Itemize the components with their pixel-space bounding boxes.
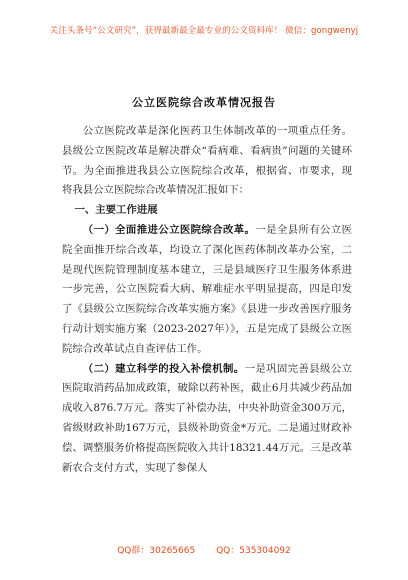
item-heading-1: （一）全面推进公立医院综合改革。 xyxy=(82,223,256,236)
document-title: 公立医院综合改革情况报告 xyxy=(132,96,276,109)
document-body xyxy=(62,122,352,478)
contact-footer xyxy=(0,543,408,556)
item-text-2: 一是巩固完善县级公立医院取消药品加成政策，破除以药补医，截止6月共减少药品加成收入876.7万元。落实了补偿办法，中央补助资金300万元，省级财政补助167万元，县级补助资金*万元。二是通过财政补偿、调整服务价格提高医院收入共计18321.44万元。三是改革新农合支付方式，实现了参保人 xyxy=(62,362,353,474)
item-heading-2: （二）建立科学的投入补偿机制。 xyxy=(82,362,245,375)
item-paragraph-1 xyxy=(62,221,352,360)
qq-number: QQ：535304092 xyxy=(216,546,291,556)
promo-banner: 关注头条号“公文研究”，获得最新最全最专业的公文资料库！ 微信：gongwenyj xyxy=(49,26,359,36)
intro-paragraph: 公立医院改革是深化医药卫生体制改革的一项重点任务。县级公立医院改革是解决群众“看病难、看病贵”问题的关键环节。为全面推进我县公立医院综合改革，根据省、市要求，现将我县公立医院综合改革情况汇报如下： xyxy=(62,125,352,197)
qq-group: QQ群：30265665 xyxy=(117,546,196,556)
item-text-1: 一是全县所有公立医院全面推开综合改革，均设立了深化医药体制改革办公室，二是现代医院管理制度基本建立，三是县域医疗卫生服务体系进一步完善，公立医院看大病、解难症水平明显提高，四是印发了《县级公立医院综合改革实施方案》《县进一步改善医疗服务行动计划实施方案（2023-2027年）》，五是完成了县级公立医院综合改革试点自查评估工作。 xyxy=(62,223,353,355)
section-heading: 一、主要工作进展 xyxy=(74,204,158,217)
item-paragraph-2 xyxy=(62,360,352,479)
